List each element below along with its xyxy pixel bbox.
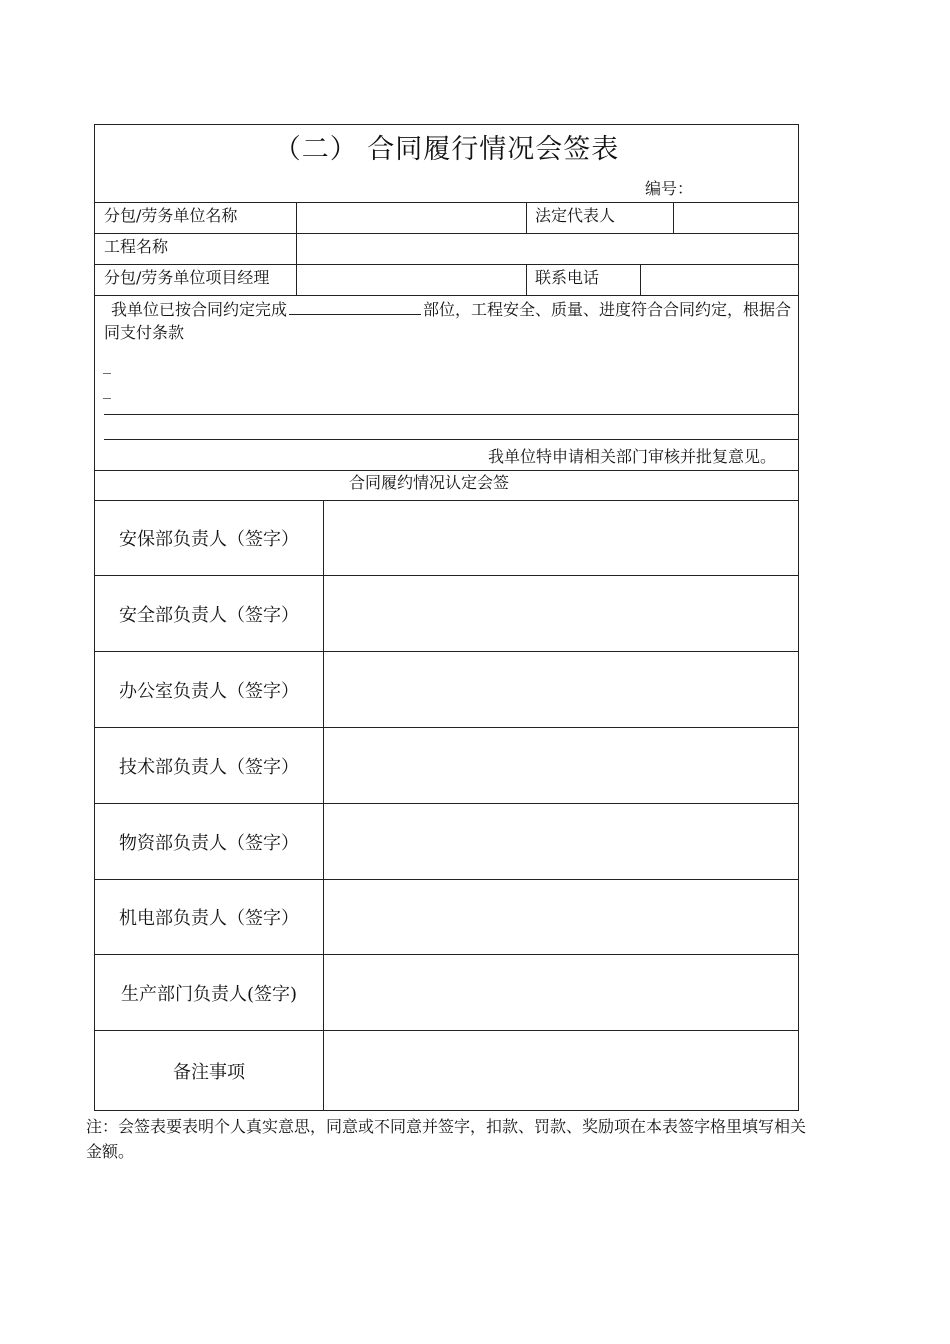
project-name-field[interactable]	[297, 234, 798, 264]
remarks-field[interactable]	[324, 1031, 798, 1110]
statement-text-part1: 我单位已按合同约定完成	[111, 300, 288, 319]
project-name-label: 工程名称	[104, 237, 169, 256]
subcontractor-name-field[interactable]	[297, 203, 526, 233]
project-manager-label: 分包/劳务单位项目经理	[104, 268, 270, 287]
form-title: （二） 合同履行情况会签表	[273, 134, 620, 165]
project-manager-field[interactable]	[297, 265, 526, 295]
phone-label: 联系电话	[535, 268, 600, 287]
column-divider	[526, 264, 527, 295]
signature-label-office: 办公室负责人（签字）	[119, 680, 299, 702]
row-divider	[95, 470, 798, 471]
signature-field-technical-dept[interactable]	[324, 728, 798, 803]
statement-dash-1: _	[103, 355, 111, 374]
remarks-label: 备注事项	[173, 1061, 245, 1083]
row-divider	[95, 295, 798, 296]
subcontractor-name-label: 分包/劳务单位名称	[104, 206, 238, 225]
signature-field-safety-dept[interactable]	[324, 576, 798, 651]
statement-text-part2: 部位，工程安全、质量、进度符合合同约定，根据合	[423, 300, 792, 319]
phone-field[interactable]	[641, 265, 798, 295]
signature-label-technical-dept: 技术部负责人（签字）	[119, 756, 299, 778]
contract-performance-countersign-form	[94, 124, 799, 1111]
column-divider	[526, 202, 527, 233]
countersign-section-title: 合同履约情况认定会签	[348, 473, 509, 492]
footnote: 注：会签表要表明个人真实意思，同意或不同意并签字，扣款、罚款、奖励项在本表签字格里填写相关金额。	[86, 1117, 807, 1161]
legal-representative-field[interactable]	[674, 203, 798, 233]
statement-request: 我单位特申请相关部门审核并批复意见。	[487, 447, 776, 466]
signature-field-security-dept[interactable]	[324, 501, 798, 575]
statement-text-part3: 同支付条款	[104, 323, 185, 342]
statement-writing-line	[104, 439, 798, 440]
legal-representative-label: 法定代表人	[535, 206, 616, 225]
completed-part-blank[interactable]	[289, 298, 421, 315]
signature-field-production-dept[interactable]	[324, 955, 798, 1030]
signature-field-materials-dept[interactable]	[324, 804, 798, 879]
signature-label-electromechanical-dept: 机电部负责人（签字）	[119, 908, 299, 929]
statement-line-1	[111, 298, 791, 320]
statement-dash-2: _	[103, 380, 111, 399]
signature-label-production-dept: 生产部门负责人(签字)	[120, 983, 298, 1005]
signature-label-safety-dept: 安全部负责人（签字）	[119, 604, 299, 626]
signature-field-electromechanical-dept[interactable]	[324, 880, 798, 954]
statement-writing-line	[104, 414, 798, 415]
signature-field-office[interactable]	[324, 652, 798, 727]
signature-label-materials-dept: 物资部负责人（签字）	[119, 832, 299, 854]
signature-label-security-dept: 安保部负责人（签字）	[119, 529, 299, 550]
form-number-label: 编号：	[645, 179, 694, 198]
